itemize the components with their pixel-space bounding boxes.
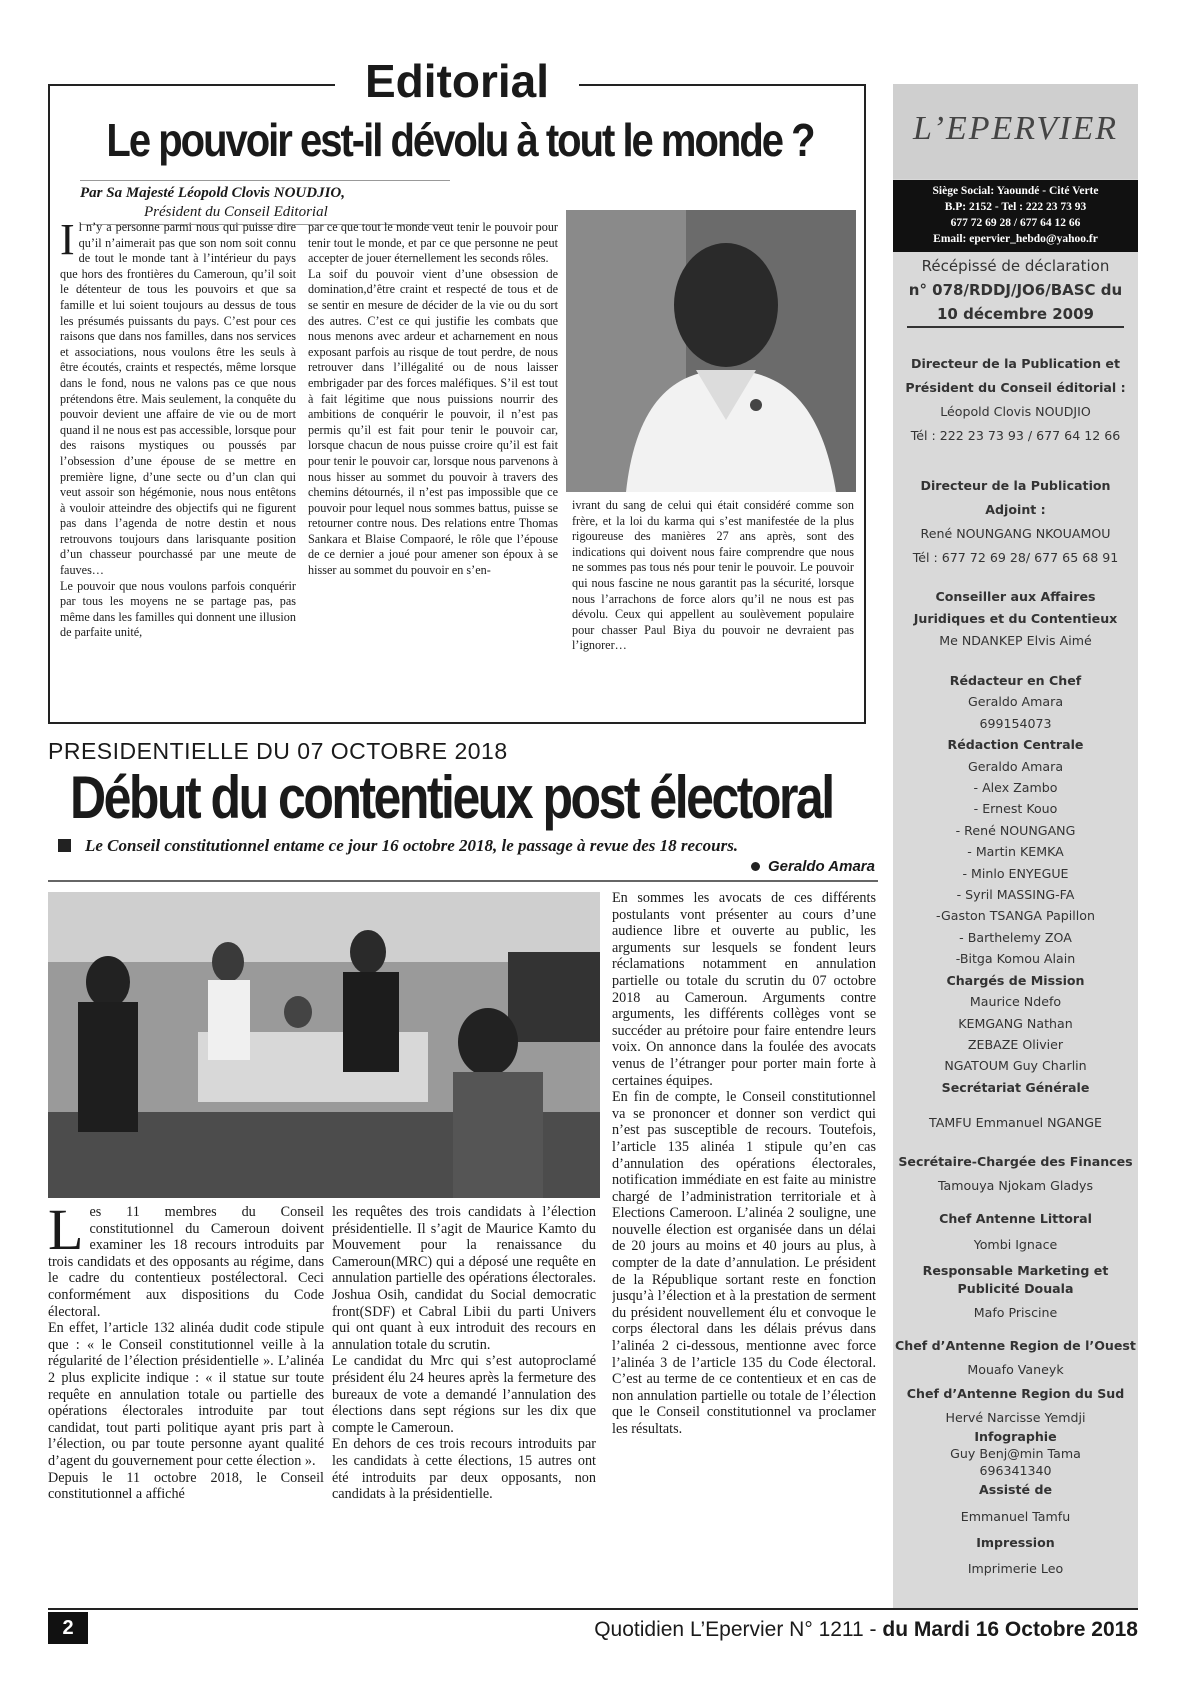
- article-author: Geraldo Amara: [690, 858, 875, 875]
- graphics-block: Infographie Guy Benj@min Tama 696341340 Assisté de: [950, 1429, 1081, 1497]
- section-title: Editorial: [48, 52, 866, 110]
- dropcap: I: [60, 220, 75, 264]
- contact-line: Email: epervier_hebdo@yahoo.fr: [933, 233, 1098, 245]
- paragraph: En effet, l’article 132 alinéa dudit code stipule que : « le Conseil constitutionnel veille à la régularité de l’élection présidentielle ». L’alinéa 2 plus explicite indique : « il statue sur toute requête en annulation totale ou partielle des opérations électorales introduite par tout candidat, tout parti politique ayant pris part à l’élection, ou par toute personne ayant qualité d’agent du gouvernement pour cette élection ».: [48, 1320, 324, 1469]
- paragraph: La soif du pouvoir vient d’une obsession de domination,d’être craint et respecté de tous et de se sentir en mesure de décider de la vie ou du sort des autres. C’est ce qui justifie les combats que nous menons avec ardeur et acharnement en nous exposant parfois au risque de tout perdre, de nous retrouver dans l’illégalité ou de nous laisser embrigader par des forces maléfiques. S’il est tout à fait légitime que nous puissions nourrir des ambitions de conquérir le pouvoir, il n’est pas permis qu’il est fait pour tenir le pouvoir car, lorsque chacun de nous puisse croire qu’il est fait pour tenir le pouvoir car, lorsque nous parvenons à nous hisser au sommet du pouvoir à travers des chemins détournés, il n’est pas impossible que ce pouvoir pour lequel nous sommes battus, puisse se retourner contre nous. Des relations entre Thomas Sankara et Blaise Compaoré, le rôle que l’épouse de ce dernier a joué pour amener son époux à se hisser au sommet du pouvoir en s’en-: [308, 266, 558, 578]
- bullet-square-icon: [58, 839, 71, 852]
- print-block: Emmanuel Tamfu Impression Imprimerie Leo: [960, 1509, 1071, 1576]
- legal-advisor-block: Conseiller aux Affaires Juridiques et du Contentieux Me NDANKEP Elvis Aimé: [913, 589, 1118, 648]
- author-name: Par Sa Majesté Léopold Clovis NOUDJIO,: [80, 185, 345, 201]
- editorial-column-1: [60, 220, 296, 710]
- article-subtitle: Le Conseil constitutionnel entame ce jour 16 octobre 2018, le passage à revue des 18 recours.: [58, 836, 878, 856]
- footer-publication-line: [500, 1618, 1138, 1642]
- paragraph: par ce que tout le monde veut tenir le pouvoir pour tenir tout le monde, et par ce que personne ne peut accepter de jouer éternellement les seconds rôles.: [308, 220, 558, 266]
- paragraph: En sommes les avocats de ces différents postulants vont présenter au cours d’une audience libre et ouverte au public, les arguments sur lesquels se fondent leurs réclamations notamment en annulation partielle ou totale du scrutin du 07 octobre 2018 au Cameroun. Arguments contre arguments, les différents collèges vont se succéder au prétoire pour faire entendre leurs voix. On annonce dans la foulée des avocats venus de l’étranger pour porter main forte à certaines équipes.: [612, 890, 876, 1089]
- article-headline: Début du contentieux post électoral: [70, 764, 833, 832]
- antenna-west-block: Chef d’Antenne Region de l’Ouest Mouafo Vaneyk Chef d’Antenne Region du Sud Hervé Narcisse Yemdji: [895, 1338, 1136, 1425]
- paragraph: Le candidat du Mrc qui s’est autoproclamé président élu 24 heures après la fermeture des bureaux de vote a demandé l’annulation des élections dans sept régions sur les dix que compte le Cameroun.: [332, 1353, 596, 1436]
- editorial-portrait-photo: [566, 210, 856, 492]
- footer-du: du: [882, 1618, 909, 1641]
- dropcap: L: [48, 1204, 84, 1262]
- page-number: 2: [48, 1612, 88, 1644]
- contact-line: 677 72 69 28 / 677 64 12 66: [950, 217, 1081, 229]
- paragraph: En fin de compte, le Conseil constitutionnel va se prononcer et donner son verdict qui n’est pas susceptible de recours. Toutefois, l’article 135 alinéa 1 stipule qu’en cas d’annulation des opérations électorales, notification immédiate en est faite au ministre chargé de l’administration territoriale et à Elections Cameroon. L’alinéa 2 souligne, une nouvelle élection est organisée dans un délai de 20 jours au moins et 40 jours au plus, à compter de la date d’annulation. Le président de la République sortant reste en fonction jusqu’à l’élection et à la prestation de serment du président nouvellement élu et convoque le corps électoral dans les délais prévus dans l’alinéa 2 ci-dessous, mentionne avec force l’alinéa 3 de l’article 135 du Code électoral. C’est au terme de ce contentieux et en cas de non annulation partielle ou totale de l’élection que le Conseil constitutionnel va proclamer les résultats.: [612, 1089, 876, 1437]
- editorial-byline: [80, 180, 450, 225]
- footer-publication: Quotidien L’Epervier N° 1211 -: [594, 1618, 883, 1641]
- article-photo: [48, 892, 600, 1198]
- paragraph: l n’y a personne parmi nous qui puisse dire qu’il n’aimerait pas que son nom soit connu de tout le monde tant à l’intérieur du pays que hors des frontières du Cameroun, qu’il soit le détenteur de tous les pouvoirs et que sa famille et lui soient toujours au dessus de tous les présumés puissants du pays. C’est pour ces raisons que dans nos familles, dans nos services et associations, nous voulons être les seuls à être écoutés, craints et respectés, même lorsque dans le fond, nous ne valons pas ce que nous prétendons être. Mais seulement, la conquête du pouvoir devient une affaire de vie ou de mort quand il ne nous est pas accessible, lorsque pour des raisons mystiques ou poussés par l’obsession d’une épouse de se mettre en première ligne, d’une secte ou d’un clan qui veut assoir son hégémonie, nous nous entêtons à vouloir atteindre des objectifs qui ne figurent pas dans l’agenda de notre destin et nous retrouvons toujours dans larisquante position d’un chasseur pourchassé par une meute de fauves…: [60, 220, 296, 578]
- finance-block: Secrétaire-Chargée des Finances Tamouya Njokam Gladys: [898, 1154, 1133, 1193]
- paragraph: les requêtes des trois candidats à l’élection présidentielle. Il s’agit de Maurice Kamto du Mouvement pour la renaissance du Cameroun(MRC) qui a déposé une requête en annulation partielle des opérations électorales. Joshua Osih, candidat du Social democratic front(SDF) et Cabral Libii du parti Univers qui ont quant à eux introduit des recours en annulation totale du scrutin.: [332, 1204, 596, 1353]
- article-column-2: [332, 1204, 596, 1599]
- article-column-3: [612, 890, 876, 1600]
- secgen-block: TAMFU Emmanuel NGANGE: [928, 1115, 1103, 1130]
- paragraph: ivrant du sang de celui qui était considéré comme son frère, et la loi du karma qui s’est manifestée de la plus rigoureuse des manières 27 ans après, sont des indications qui doivent nous faire comprendre que nous ne sommes pas tous nés pour tenir le pouvoir. Le pouvoir qui nous fascine ne nous garantit pas la sécurité, lorsque nous l’arrachons de force alors qu’il ne nous est pas dévolu. Ceux qui appellent au soulèvement populaire pour chasser Paul Biya du pouvoir ne devraient pas l’ignorer…: [572, 498, 854, 653]
- newspaper-logo: L’EPERVIER: [912, 110, 1119, 147]
- author-role: Président du Conseil Editorial: [144, 204, 328, 220]
- article-kicker: PRESIDENTIELLE DU 07 OCTOBRE 2018: [48, 738, 508, 764]
- contact-line: Siège Social: Yaoundé - Cité Verte: [932, 185, 1099, 197]
- divider: [48, 880, 878, 882]
- paragraph: En dehors de ces trois recours introduits par les candidats à cette élections, 15 autres ont été introduits par deux opposants, non candidats à la présidentielle.: [332, 1436, 596, 1503]
- editorial-column-3: [572, 498, 854, 708]
- editorial-headline: Le pouvoir est-il dévolu à tout le monde ?: [106, 115, 814, 167]
- article-column-1: [48, 1204, 324, 1599]
- footer-date: Mardi 16 Octobre 2018: [913, 1618, 1138, 1641]
- contact-box: [893, 180, 1138, 252]
- paragraph: Le pouvoir que nous voulons parfois conquérir par tous les moyens ne se partage pas, pas même dans les familles qui donnent une illusion de parfaite unité,: [60, 578, 296, 640]
- littoral-block: Chef Antenne Littoral Yombi Ignace: [939, 1211, 1092, 1252]
- marketing-block: Responsable Marketing et Publicité Douala Mafo Priscine: [922, 1263, 1109, 1320]
- footer-rule: [48, 1608, 1138, 1610]
- contact-line: B.P: 2152 - Tel : 222 23 73 93: [944, 201, 1087, 213]
- editorial-staff-block: Rédacteur en Chef Geraldo Amara 699154073 Rédaction Centrale Geraldo Amara - Alex Zambo - Ernest Kouo - René NOUNGANG - Martin KEMKA - Minlo ENYEGUE - Syril MASSING-FA -Gaston TSANGA Papillon - Barthelemy ZOA -Bitga Komou Alain Chargés de Mission Maurice Ndefo KEMGANG Nathan ZEBAZE Olivier NGATOUM Guy Charlin Secrétariat Générale: [936, 673, 1095, 1095]
- recepisse: Récépissé de déclaration n° 078/RDDJ/JO6/BASC du 10 décembre 2009: [893, 254, 1138, 328]
- deputy-director-block: Directeur de la Publication Adjoint : René NOUNGANG NKOUAMOU Tél : 677 72 69 28/ 677 65 68 91: [912, 478, 1119, 565]
- editorial-column-2: [308, 220, 558, 710]
- paragraph: Depuis le 11 octobre 2018, le Conseil constitutionnel a affiché: [48, 1469, 324, 1503]
- director-block: Directeur de la Publication et Président du Conseil éditorial : Léopold Clovis NOUDJIO Tél : 222 23 73 93 / 677 64 12 66: [905, 356, 1126, 443]
- paragraph: es 11 membres du Conseil constitutionnel du Cameroun doivent examiner les 18 recours introduits par trois candidats et des opposants au régime, dans le cadre du contentieux postélectoral. Ceci conformément aux dispositions du Code électoral.: [48, 1204, 324, 1320]
- bullet-dot-icon: [751, 862, 760, 871]
